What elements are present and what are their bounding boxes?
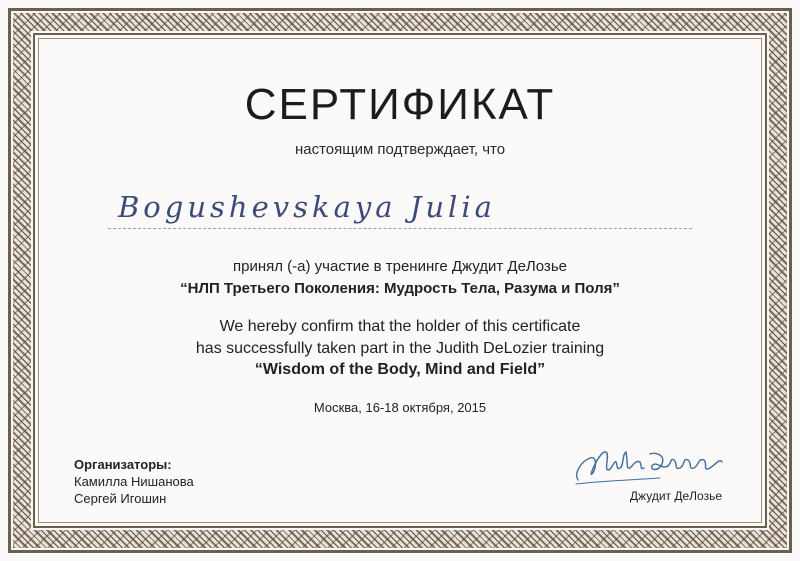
certificate-title: СЕРТИФИКАТ	[244, 80, 556, 129]
organizer-name: Сергей Игошин	[74, 491, 167, 506]
en-training-title: “Wisdom of the Body, Mind and Field”	[254, 361, 546, 378]
organizers-block	[74, 456, 194, 507]
signature-block	[570, 440, 730, 510]
recipient-name: Bogushevskaya Julia	[118, 190, 496, 224]
date-place: Москва, 16-18 октября, 2015	[313, 400, 487, 415]
certificate-subtitle: настоящим подтверждает, что	[294, 141, 506, 158]
handwritten-signature	[570, 440, 730, 488]
signatory-name: Джудит ДеЛозье	[629, 489, 722, 503]
recipient-name-line	[108, 228, 692, 229]
en-confirm-text: We hereby confirm that the holder of this certificate	[219, 318, 581, 335]
ru-participation-text: принял (-а) участие в тренинге Джудит ДеЛозье	[233, 258, 567, 275]
organizers-heading: Организаторы:	[74, 457, 172, 472]
ru-training-title: “НЛП Третьего Поколения: Мудрость Тела, Разума и Поля”	[180, 280, 620, 297]
organizer-name: Камилла Нишанова	[74, 474, 194, 489]
en-participation-text: has successfully taken part in the Judith DeLozier training	[195, 340, 605, 357]
